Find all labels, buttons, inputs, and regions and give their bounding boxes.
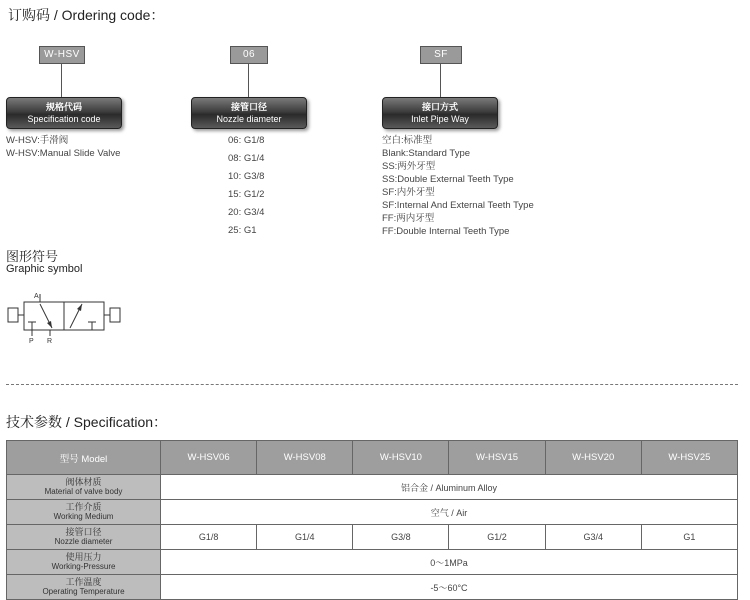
table-cell: 空气 / Air xyxy=(161,500,738,525)
diameter-list xyxy=(228,134,264,242)
graphic-title-en: Graphic symbol xyxy=(6,263,83,275)
connector-line xyxy=(248,63,249,98)
list-item: Blank:Standard Type xyxy=(382,148,471,159)
pill-nozzle-diameter xyxy=(191,97,307,129)
pill-cn: 接管口径 xyxy=(230,102,267,112)
row-header-cn: 阀体材质 xyxy=(65,477,102,487)
row-header-cn: 工作介质 xyxy=(65,502,102,512)
table-cell: 0～1MPa xyxy=(161,550,738,575)
graphic-title-cn: 图形符号 xyxy=(6,249,59,264)
header-cell: W-HSV25 xyxy=(641,441,737,475)
connector-line xyxy=(440,63,441,98)
row-header-en: Nozzle diameter xyxy=(54,537,113,546)
header-cell: W-HSV06 xyxy=(161,441,257,475)
valve-symbol-diagram xyxy=(4,288,124,344)
table-cell: G1/8 xyxy=(161,525,257,550)
ordering-code-title: 订购码 / Ordering code： xyxy=(8,7,165,23)
port-label-p: P xyxy=(29,338,34,344)
table-header-row xyxy=(7,441,738,475)
list-item: 空白:标准型 xyxy=(382,135,433,146)
row-header xyxy=(7,475,161,500)
pill-en: Nozzle diameter xyxy=(216,114,282,124)
row-header xyxy=(7,500,161,525)
valve-box-left xyxy=(24,302,64,330)
pill-en: Inlet Pipe Way xyxy=(411,114,469,124)
table-cell: -5～60°C xyxy=(161,575,738,600)
list-item: FF:两内牙型 xyxy=(382,213,435,224)
connector-line xyxy=(61,63,62,98)
list-item: SF:内外牙型 xyxy=(382,187,435,198)
row-header-en: Operating Temperature xyxy=(42,587,125,596)
specification-title: 技术参数 / Specification： xyxy=(6,414,168,430)
header-cell: W-HSV10 xyxy=(353,441,449,475)
table-row xyxy=(7,575,738,600)
section-divider xyxy=(6,384,738,385)
list-item: SS:两外牙型 xyxy=(382,161,436,172)
list-item: SS:Double External Teeth Type xyxy=(382,174,514,185)
header-cell: 型号 Model xyxy=(7,441,161,475)
list-item: FF:Double Internal Teeth Type xyxy=(382,226,510,237)
row-header xyxy=(7,550,161,575)
row-header-en: Working Medium xyxy=(53,512,114,521)
code-box-diameter: 06 xyxy=(230,46,268,64)
table-cell: 铝合金 / Aluminum Alloy xyxy=(161,475,738,500)
actuator-right xyxy=(110,308,120,322)
list-item: 08: G1/4 xyxy=(228,153,265,164)
table-cell: G3/4 xyxy=(545,525,641,550)
row-header-en: Material of valve body xyxy=(44,487,123,496)
table-row xyxy=(7,500,738,525)
row-header-en: Working-Pressure xyxy=(51,562,116,571)
pill-en: Specification code xyxy=(27,114,101,124)
list-item: 25: G1 xyxy=(228,225,257,236)
table-row xyxy=(7,550,738,575)
port-label-a: A xyxy=(34,293,39,300)
list-item: W-HSV:Manual Slide Valve xyxy=(6,148,121,159)
list-item: SF:Internal And External Teeth Type xyxy=(382,200,534,211)
row-header-cn: 使用压力 xyxy=(65,552,102,562)
pill-cn: 接口方式 xyxy=(421,102,458,112)
header-cell: W-HSV15 xyxy=(449,441,545,475)
row-header xyxy=(7,575,161,600)
table-cell: G1/2 xyxy=(449,525,545,550)
list-item: W-HSV:手滑阀 xyxy=(6,135,69,146)
table-cell: G3/8 xyxy=(353,525,449,550)
actuator-left xyxy=(8,308,18,322)
pill-specification-code xyxy=(6,97,122,129)
list-item: 15: G1/2 xyxy=(228,189,265,200)
table-row xyxy=(7,475,738,500)
list-item: 06: G1/8 xyxy=(228,135,265,146)
row-header-cn: 接管口径 xyxy=(65,527,102,537)
table-row xyxy=(7,525,738,550)
specification-table xyxy=(6,440,738,600)
model-description xyxy=(6,134,120,160)
code-box-model: W-HSV xyxy=(39,46,85,64)
list-item: 10: G3/8 xyxy=(228,171,265,182)
table-cell: G1 xyxy=(641,525,737,550)
valve-box-right xyxy=(64,302,104,330)
port-label-r: R xyxy=(47,338,53,344)
table-cell: G1/4 xyxy=(257,525,353,550)
header-cell: W-HSV20 xyxy=(545,441,641,475)
row-header xyxy=(7,525,161,550)
pill-cn: 规格代码 xyxy=(45,102,82,112)
code-box-inlet: SF xyxy=(420,46,462,64)
list-item: 20: G3/4 xyxy=(228,207,265,218)
header-cell: W-HSV08 xyxy=(257,441,353,475)
inlet-type-list xyxy=(382,134,534,238)
row-header-cn: 工作温度 xyxy=(65,577,102,587)
pill-inlet-pipe-way xyxy=(382,97,498,129)
